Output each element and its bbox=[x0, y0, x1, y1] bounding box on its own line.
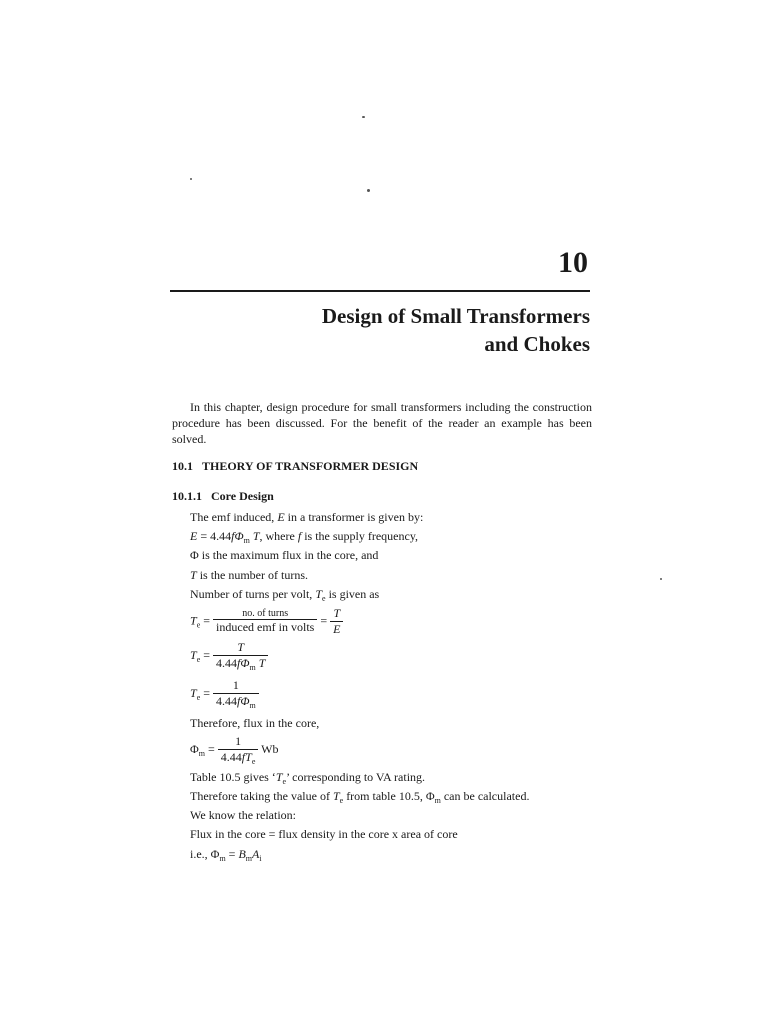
flux-density-relation: i.e., $\Phi_m = B_mA_i$ bbox=[190, 847, 262, 863]
chapter-title bbox=[250, 302, 590, 358]
text-line: Number of turns per volt, $T_e$ is given as bbox=[190, 587, 380, 603]
text-line: Flux in the core = flux density in the core x area of core bbox=[190, 827, 458, 841]
section-heading bbox=[172, 458, 418, 474]
chapter-number: 10 bbox=[558, 246, 588, 279]
subsection-number: 10.1.1 bbox=[172, 489, 202, 503]
scan-speck bbox=[660, 578, 662, 580]
text-line: T is the number of turns. bbox=[190, 568, 309, 582]
subsection-heading bbox=[172, 488, 274, 504]
turns-per-volt-substituted: $T_e$ = $\frac{T}{4.44f\Phi_m T}$ bbox=[190, 640, 268, 672]
text-line: We know the relation: bbox=[190, 808, 297, 822]
text-line: Therefore taking the value of $T_e$ from table 10.5, $\Phi_m$ can be calculated. bbox=[190, 789, 530, 805]
turns-per-volt-simplified: $T_e$ = $\frac{1}{4.44f\Phi_m}$ bbox=[190, 678, 259, 710]
scan-speck bbox=[362, 116, 365, 118]
text-line: Φ is the maximum flux in the core, and bbox=[190, 548, 379, 562]
chapter-title-line-2: and Chokes bbox=[484, 332, 590, 356]
section-title: THEORY OF TRANSFORMER DESIGN bbox=[202, 459, 419, 473]
text-line: Therefore, flux in the core, bbox=[190, 716, 320, 730]
scan-speck bbox=[190, 178, 192, 180]
subsection-title: Core Design bbox=[211, 489, 274, 503]
text-line: Table 10.5 gives ‘$T_e$’ corresponding to VA rating. bbox=[190, 770, 426, 786]
scan-speck bbox=[367, 189, 370, 192]
emf-equation-line: $E = 4.44f\Phi_m$ T, where f is the supply frequency, bbox=[190, 529, 419, 545]
turns-per-volt-equation: $T_e$ = $\frac{\text{no. of turns}}{\text{induced emf in volts}}$ = $\frac{T}{E}$ bbox=[190, 606, 343, 637]
section-number: 10.1 bbox=[172, 459, 193, 473]
chapter-divider bbox=[170, 290, 590, 292]
text-line: The emf induced, E in a transformer is given by: bbox=[190, 510, 424, 524]
flux-equation: $\Phi_m$ = $\frac{1}{4.44fT_e}$ Wb bbox=[190, 734, 279, 766]
intro-text: In this chapter, design procedure for small transformers including the construction procedure has been discussed. For the benefit of the reader an example has been solved. bbox=[172, 400, 592, 446]
chapter-title-line-1: Design of Small Transformers bbox=[321, 304, 590, 328]
intro-paragraph bbox=[172, 399, 592, 447]
